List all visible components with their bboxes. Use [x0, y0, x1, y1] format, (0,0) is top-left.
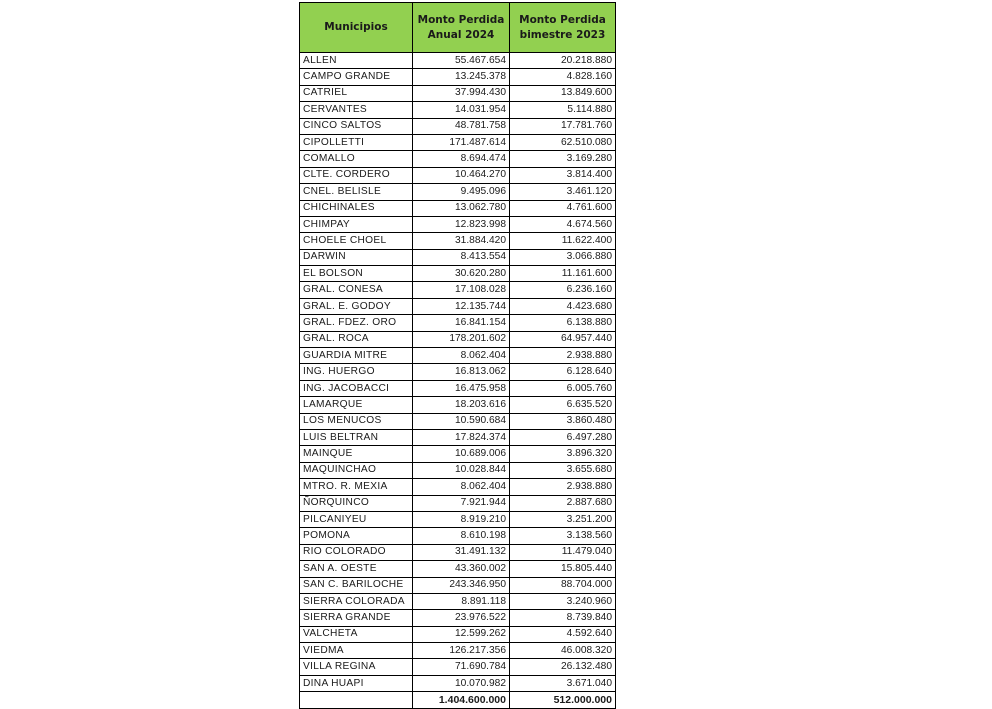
municipio-cell: ÑORQUINCO [300, 495, 413, 511]
municipio-cell: CLTE. CORDERO [300, 167, 413, 183]
monto-anual-2024-cell: 8.919.210 [413, 511, 510, 527]
monto-anual-2024-cell: 17.108.028 [413, 282, 510, 298]
table-row [300, 626, 616, 642]
header-municipios-label: Municipios [324, 21, 388, 33]
municipio-cell: CAMPO GRANDE [300, 69, 413, 85]
table-row [300, 53, 616, 69]
municipio-cell: VIEDMA [300, 643, 413, 659]
monto-anual-2024-cell: 48.781.758 [413, 118, 510, 134]
table-row [300, 184, 616, 200]
table-row [300, 85, 616, 101]
monto-anual-2024-cell: 7.921.944 [413, 495, 510, 511]
header-anual-line1: Monto Perdida [417, 13, 505, 26]
header-monto-anual-2024 [413, 3, 510, 53]
monto-bimestre-2023-cell: 6.138.880 [510, 315, 616, 331]
monto-anual-2024-cell: 71.690.784 [413, 659, 510, 675]
municipio-cell: LUIS BELTRAN [300, 429, 413, 445]
table-row [300, 266, 616, 282]
header-bimestre-line1: Monto Perdida [519, 13, 606, 26]
monto-bimestre-2023-cell: 3.655.680 [510, 462, 616, 478]
municipio-cell: GRAL. FDEZ. ORO [300, 315, 413, 331]
monto-anual-2024-cell: 8.891.118 [413, 593, 510, 609]
municipio-cell: ALLEN [300, 53, 413, 69]
monto-anual-2024-cell: 126.217.356 [413, 643, 510, 659]
municipio-cell: ING. HUERGO [300, 364, 413, 380]
table-row [300, 446, 616, 462]
monto-bimestre-2023-cell: 4.423.680 [510, 298, 616, 314]
monto-bimestre-2023-cell: 15.805.440 [510, 561, 616, 577]
monto-bimestre-2023-cell: 3.169.280 [510, 151, 616, 167]
monto-bimestre-2023-cell: 3.860.480 [510, 413, 616, 429]
monto-bimestre-2023-cell: 62.510.080 [510, 134, 616, 150]
table-row [300, 364, 616, 380]
header-anual-line2: Anual 2024 [427, 28, 495, 41]
municipio-cell: CIPOLLETTI [300, 134, 413, 150]
municipio-cell: VALCHETA [300, 626, 413, 642]
monto-anual-2024-cell: 10.689.006 [413, 446, 510, 462]
monto-bimestre-2023-cell: 6.497.280 [510, 429, 616, 445]
table-row [300, 593, 616, 609]
totals-label-cell [300, 692, 413, 708]
monto-anual-2024-cell: 14.031.954 [413, 102, 510, 118]
monto-bimestre-2023-cell: 20.218.880 [510, 53, 616, 69]
table-row [300, 151, 616, 167]
monto-anual-2024-cell: 178.201.602 [413, 331, 510, 347]
table-row [300, 249, 616, 265]
monto-bimestre-2023-cell: 8.739.840 [510, 610, 616, 626]
monto-anual-2024-cell: 12.135.744 [413, 298, 510, 314]
monto-bimestre-2023-cell: 64.957.440 [510, 331, 616, 347]
monto-anual-2024-cell: 9.495.096 [413, 184, 510, 200]
monto-anual-2024-cell: 16.813.062 [413, 364, 510, 380]
municipio-cell: LAMARQUE [300, 397, 413, 413]
municipio-cell: GRAL. E. GODOY [300, 298, 413, 314]
table-row [300, 544, 616, 560]
municipio-cell: PILCANIYEU [300, 511, 413, 527]
table-row [300, 429, 616, 445]
monto-anual-2024-cell: 8.062.404 [413, 348, 510, 364]
municipio-cell: CHOELE CHOEL [300, 233, 413, 249]
monto-anual-2024-cell: 16.475.958 [413, 380, 510, 396]
monto-anual-2024-cell: 10.070.982 [413, 675, 510, 691]
monto-bimestre-2023-cell: 3.461.120 [510, 184, 616, 200]
table-row [300, 315, 616, 331]
table-row [300, 380, 616, 396]
table-row [300, 479, 616, 495]
monto-anual-2024-cell: 8.062.404 [413, 479, 510, 495]
monto-bimestre-2023-cell: 3.138.560 [510, 528, 616, 544]
municipio-cell: SIERRA GRANDE [300, 610, 413, 626]
table-header-row [300, 3, 616, 53]
municipio-cell: POMONA [300, 528, 413, 544]
table-row [300, 659, 616, 675]
municipios-table-container [299, 2, 615, 709]
municipio-cell: SIERRA COLORADA [300, 593, 413, 609]
monto-anual-2024-cell: 10.028.844 [413, 462, 510, 478]
monto-bimestre-2023-cell: 11.479.040 [510, 544, 616, 560]
monto-anual-2024-cell: 16.841.154 [413, 315, 510, 331]
table-row [300, 610, 616, 626]
monto-anual-2024-cell: 55.467.654 [413, 53, 510, 69]
monto-anual-2024-cell: 18.203.616 [413, 397, 510, 413]
monto-bimestre-2023-cell: 3.671.040 [510, 675, 616, 691]
monto-bimestre-2023-cell: 11.161.600 [510, 266, 616, 282]
municipio-cell: DARWIN [300, 249, 413, 265]
municipio-cell: GRAL. CONESA [300, 282, 413, 298]
municipio-cell: EL BOLSON [300, 266, 413, 282]
monto-bimestre-2023-cell: 4.674.560 [510, 216, 616, 232]
monto-bimestre-2023-cell: 26.132.480 [510, 659, 616, 675]
municipio-cell: CATRIEL [300, 85, 413, 101]
municipio-cell: MTRO. R. MEXIA [300, 479, 413, 495]
monto-anual-2024-cell: 10.464.270 [413, 167, 510, 183]
monto-bimestre-2023-cell: 6.005.760 [510, 380, 616, 396]
table-row [300, 528, 616, 544]
table-row [300, 413, 616, 429]
monto-anual-2024-cell: 12.599.262 [413, 626, 510, 642]
monto-anual-2024-cell: 17.824.374 [413, 429, 510, 445]
monto-bimestre-2023-cell: 46.008.320 [510, 643, 616, 659]
monto-anual-2024-cell: 8.413.554 [413, 249, 510, 265]
monto-bimestre-2023-cell: 3.066.880 [510, 249, 616, 265]
table-row [300, 200, 616, 216]
municipio-cell: MAINQUE [300, 446, 413, 462]
monto-anual-2024-cell: 12.823.998 [413, 216, 510, 232]
table-row [300, 233, 616, 249]
table-row [300, 462, 616, 478]
monto-bimestre-2023-cell: 3.814.400 [510, 167, 616, 183]
municipio-cell: CHIMPAY [300, 216, 413, 232]
table-row [300, 675, 616, 691]
municipio-cell: MAQUINCHAO [300, 462, 413, 478]
monto-anual-2024-cell: 13.245.378 [413, 69, 510, 85]
table-row [300, 167, 616, 183]
municipio-cell: DINA HUAPI [300, 675, 413, 691]
table-row [300, 134, 616, 150]
municipio-cell: CERVANTES [300, 102, 413, 118]
monto-bimestre-2023-cell: 2.938.880 [510, 348, 616, 364]
totals-row [300, 692, 616, 708]
monto-bimestre-2023-cell: 4.828.160 [510, 69, 616, 85]
monto-anual-2024-cell: 43.360.002 [413, 561, 510, 577]
table-row [300, 495, 616, 511]
monto-anual-2024-cell: 8.694.474 [413, 151, 510, 167]
table-row [300, 331, 616, 347]
monto-anual-2024-cell: 37.994.430 [413, 85, 510, 101]
table-row [300, 577, 616, 593]
table-row [300, 282, 616, 298]
municipio-cell: CINCO SALTOS [300, 118, 413, 134]
table-row [300, 102, 616, 118]
monto-bimestre-2023-cell: 6.635.520 [510, 397, 616, 413]
monto-anual-2024-cell: 31.884.420 [413, 233, 510, 249]
monto-anual-2024-cell: 171.487.614 [413, 134, 510, 150]
monto-bimestre-2023-cell: 5.114.880 [510, 102, 616, 118]
municipios-loss-table [299, 2, 616, 709]
header-bimestre-line2: bimestre 2023 [519, 28, 606, 41]
municipio-cell: RIO COLORADO [300, 544, 413, 560]
monto-bimestre-2023-cell: 2.887.680 [510, 495, 616, 511]
monto-bimestre-2023-cell: 3.896.320 [510, 446, 616, 462]
municipio-cell: SAN C. BARILOCHE [300, 577, 413, 593]
table-row [300, 397, 616, 413]
total-bimestre-cell: 512.000.000 [510, 692, 616, 708]
municipio-cell: COMALLO [300, 151, 413, 167]
table-row [300, 298, 616, 314]
monto-bimestre-2023-cell: 4.761.600 [510, 200, 616, 216]
total-anual-cell: 1.404.600.000 [413, 692, 510, 708]
municipio-cell: GUARDIA MITRE [300, 348, 413, 364]
monto-bimestre-2023-cell: 3.240.960 [510, 593, 616, 609]
monto-anual-2024-cell: 31.491.132 [413, 544, 510, 560]
municipio-cell: SAN A. OESTE [300, 561, 413, 577]
monto-bimestre-2023-cell: 88.704.000 [510, 577, 616, 593]
monto-anual-2024-cell: 23.976.522 [413, 610, 510, 626]
monto-anual-2024-cell: 243.346.950 [413, 577, 510, 593]
monto-bimestre-2023-cell: 3.251.200 [510, 511, 616, 527]
municipio-cell: VILLA REGINA [300, 659, 413, 675]
monto-anual-2024-cell: 13.062.780 [413, 200, 510, 216]
table-row [300, 216, 616, 232]
monto-anual-2024-cell: 8.610.198 [413, 528, 510, 544]
table-row [300, 511, 616, 527]
monto-bimestre-2023-cell: 11.622.400 [510, 233, 616, 249]
table-row [300, 69, 616, 85]
table-row [300, 118, 616, 134]
monto-bimestre-2023-cell: 6.128.640 [510, 364, 616, 380]
table-row [300, 348, 616, 364]
municipio-cell: CHICHINALES [300, 200, 413, 216]
header-monto-bimestre-2023 [510, 3, 616, 53]
municipio-cell: LOS MENUCOS [300, 413, 413, 429]
table-row [300, 643, 616, 659]
monto-bimestre-2023-cell: 17.781.760 [510, 118, 616, 134]
header-municipios [300, 3, 413, 53]
municipio-cell: GRAL. ROCA [300, 331, 413, 347]
monto-bimestre-2023-cell: 6.236.160 [510, 282, 616, 298]
municipio-cell: CNEL. BELISLE [300, 184, 413, 200]
table-row [300, 561, 616, 577]
table-body [300, 53, 616, 692]
monto-bimestre-2023-cell: 13.849.600 [510, 85, 616, 101]
monto-anual-2024-cell: 10.590.684 [413, 413, 510, 429]
municipio-cell: ING. JACOBACCI [300, 380, 413, 396]
monto-anual-2024-cell: 30.620.280 [413, 266, 510, 282]
monto-bimestre-2023-cell: 4.592.640 [510, 626, 616, 642]
monto-bimestre-2023-cell: 2.938.880 [510, 479, 616, 495]
